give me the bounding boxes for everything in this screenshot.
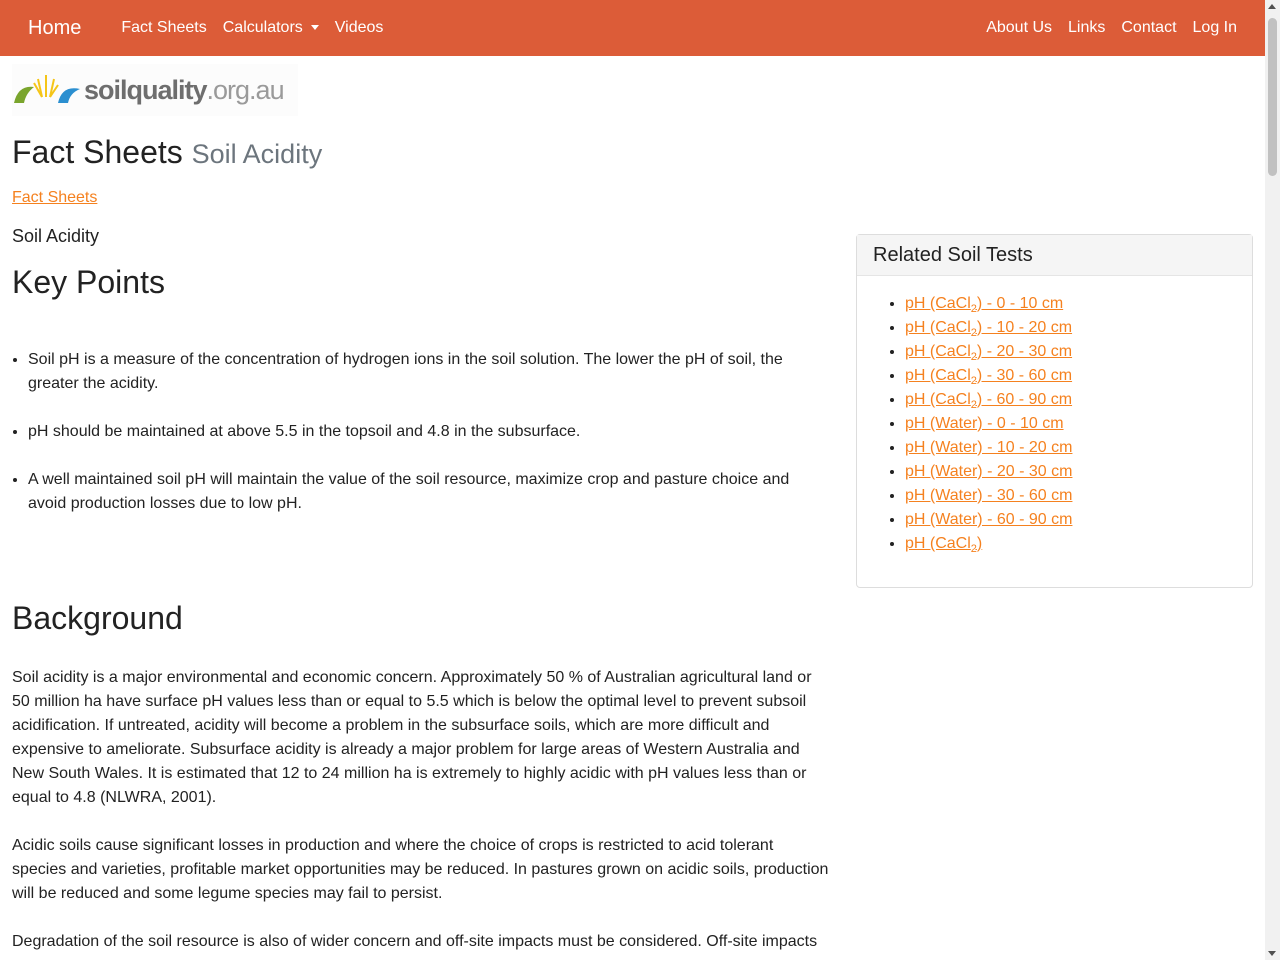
breadcrumb-fact-sheets[interactable]: Fact Sheets <box>12 189 98 206</box>
related-test-link[interactable] <box>905 391 1073 412</box>
related-links-list <box>857 292 1252 556</box>
link-text: pH (Water) - 10 - 20 cm <box>905 439 1073 456</box>
list-item <box>905 532 1252 556</box>
link-text: pH (CaCl <box>905 391 971 408</box>
link-text: pH (CaCl <box>905 343 971 360</box>
paragraph: Acidic soils cause significant losses in production and where the choice of crops is restricted to acid tolerant species and varieties, profitable market opportunities may be reduced. In pastures grown on acidic soils, production will be reduced and some legume species may fail to persist. <box>12 837 829 902</box>
related-test-link[interactable] <box>905 439 1072 456</box>
main-content <box>12 128 830 978</box>
topic-label: Soil Acidity <box>12 226 100 246</box>
link-text: ) - 60 - 90 cm <box>976 391 1073 408</box>
nav-log-in[interactable]: Log In <box>1192 19 1237 36</box>
list-item <box>905 508 1252 532</box>
list-item <box>905 484 1252 508</box>
link-text: pH (Water) - 30 - 60 cm <box>905 487 1073 504</box>
related-test-link[interactable] <box>905 295 1064 316</box>
list-item <box>905 460 1252 484</box>
link-text: ) - 20 - 30 cm <box>976 343 1073 360</box>
link-subscript: 2 <box>970 351 977 364</box>
nav-fact-sheets[interactable]: Fact Sheets <box>121 19 207 36</box>
list-item: • A well maintained soil pH will maintain the value of the soil resource, maximize crop and pasture choice and avoid production losses due to low pH. <box>28 468 830 516</box>
logo-domain: .org.au <box>206 75 284 105</box>
link-subscript: 2 <box>970 303 977 316</box>
nav-calculators-dropdown[interactable] <box>223 16 319 40</box>
nav-videos[interactable]: Videos <box>334 19 384 36</box>
list-item <box>905 340 1252 364</box>
key-points-heading: Key Points <box>12 264 165 300</box>
related-soil-tests-panel <box>856 234 1253 588</box>
link-text: pH (CaCl <box>905 295 971 312</box>
paragraph: Soil acidity is a major environmental and economic concern. Approximately 50 % of Australian agricultural land or 50 million ha have surface pH values less than or equal to 5.5 which is below the optimal level to prevent subsoil acidification. If untreated, acidity will become a problem in the subsurface soils, which are more difficult and expensive to ameliorate. Subsurface acidity is already a major problem for large areas of Western Australia and New South Wales. It is estimated that 12 to 24 million ha is extremely to highly acidic with pH values less than or equal to 4.8 (NLWRA, 2001). <box>12 669 812 806</box>
link-subscript: 2 <box>970 399 977 412</box>
list-item <box>905 412 1252 436</box>
link-text: pH (Water) - 0 - 10 cm <box>905 415 1064 432</box>
logo-text: soilquality <box>84 75 207 105</box>
related-test-link[interactable] <box>905 343 1073 364</box>
list-item: • pH should be maintained at above 5.5 in the topsoil and 4.8 in the subsurface. <box>28 420 830 444</box>
nav-links[interactable]: Links <box>1068 19 1106 36</box>
link-text: pH (Water) - 60 - 90 cm <box>905 511 1073 528</box>
related-test-link[interactable] <box>905 535 983 556</box>
panel-heading: Related Soil Tests <box>857 235 1252 276</box>
related-test-link[interactable] <box>905 511 1072 528</box>
link-text: ) - 10 - 20 cm <box>976 319 1073 336</box>
list-item <box>905 436 1252 460</box>
page-subtitle: Soil Acidity <box>191 139 323 169</box>
related-test-link[interactable] <box>905 487 1072 504</box>
scroll-down-icon[interactable] <box>1268 951 1276 956</box>
link-text: pH (CaCl <box>905 367 971 384</box>
page-title-text: Fact Sheets <box>12 134 183 170</box>
scrollbar[interactable] <box>1265 0 1280 960</box>
related-test-link[interactable] <box>905 415 1064 432</box>
nav-calculators-label: Calculators <box>222 19 303 36</box>
page-title <box>12 132 830 174</box>
paragraph: Degradation of the soil resource is also of wider concern and off-site impacts must be considered. Off-site impacts <box>12 933 818 950</box>
nav-about-us[interactable]: About Us <box>986 19 1053 36</box>
scrollbar-thumb[interactable] <box>1268 18 1277 176</box>
list-item: • Soil pH is a measure of the concentration of hydrogen ions in the soil solution. The lower the pH of soil, the greater the acidity. <box>28 348 830 396</box>
list-item <box>905 292 1252 316</box>
link-text: ) - 0 - 10 cm <box>976 295 1064 312</box>
scroll-up-icon[interactable] <box>1268 4 1276 9</box>
nav-home[interactable]: Home <box>28 17 82 39</box>
link-text: pH (CaCl <box>905 535 971 552</box>
background-heading: Background <box>12 600 183 636</box>
link-text: pH (Water) - 20 - 30 cm <box>905 463 1073 480</box>
related-test-link[interactable] <box>905 319 1073 340</box>
caret-down-icon <box>311 25 319 30</box>
related-test-link[interactable] <box>905 367 1073 388</box>
link-text: ) <box>976 535 983 552</box>
key-points-list <box>12 348 830 516</box>
link-text: pH (CaCl <box>905 319 971 336</box>
sun-logo-icon <box>12 73 84 107</box>
link-subscript: 2 <box>970 327 977 340</box>
nav-contact[interactable]: Contact <box>1121 19 1177 36</box>
link-subscript: 2 <box>970 543 977 556</box>
related-test-link[interactable] <box>905 463 1072 480</box>
list-item <box>905 316 1252 340</box>
site-logo[interactable] <box>12 64 298 116</box>
list-item <box>905 364 1252 388</box>
list-item <box>905 388 1252 412</box>
link-subscript: 2 <box>970 375 977 388</box>
link-text: ) - 30 - 60 cm <box>976 367 1073 384</box>
top-navbar <box>0 0 1265 56</box>
